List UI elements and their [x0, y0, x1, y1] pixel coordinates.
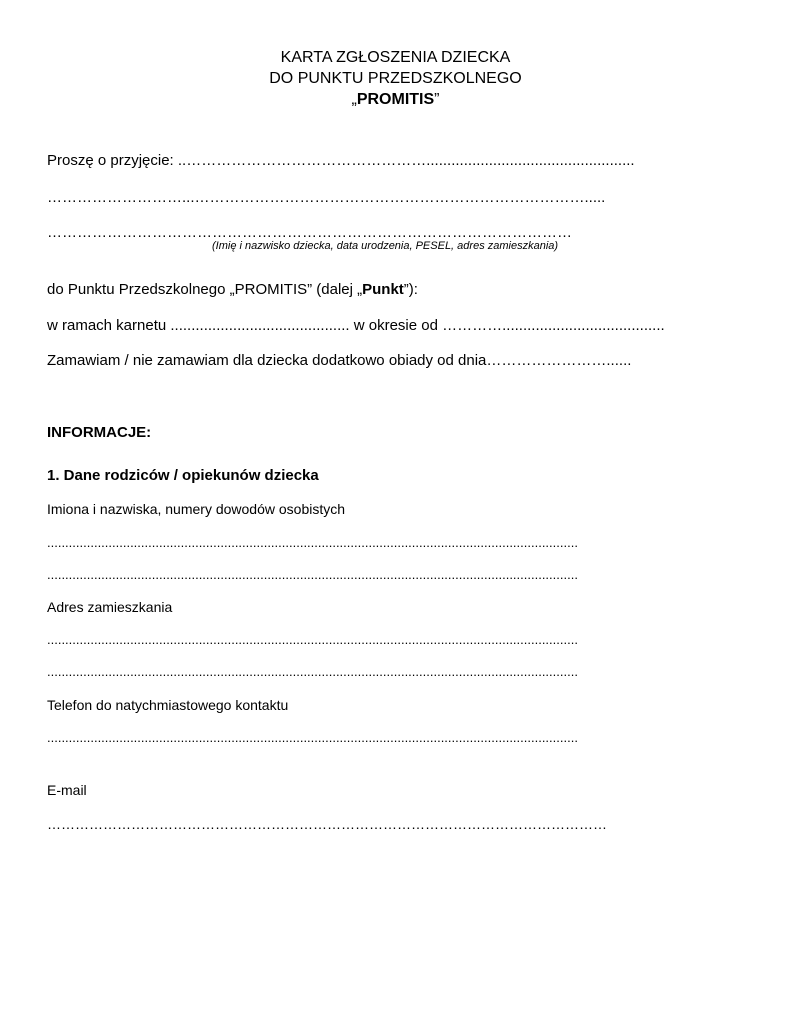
admission-label: Proszę o przyjęcie:: [47, 152, 174, 169]
email-label: E-mail: [47, 782, 87, 798]
punkt-line: [47, 281, 418, 298]
punkt-bold: Punkt: [362, 281, 404, 298]
section1-heading: 1. Dane rodziców / opiekunów dziecka: [47, 467, 319, 484]
names-label: Imiona i nazwiska, numery dowodów osobistych: [47, 501, 346, 517]
quote-close: ”: [434, 91, 440, 108]
address-label: Adres zamieszkania: [47, 599, 173, 615]
names-line-1: ...................................................................................................................................................: [47, 535, 578, 550]
admission-caption: (Imię i nazwisko dziecka, data urodzenia, PESEL, adres zamieszkania): [212, 240, 559, 252]
admission-fill-1: ..…………………………………………..................................................: [173, 152, 635, 169]
form-title-line2: DO PUNKTU PRZEDSZKOLNEGO: [269, 70, 522, 87]
form-title-line1: KARTA ZGŁOSZENIA DZIECKA: [280, 49, 511, 66]
info-heading: INFORMACJE:: [47, 424, 152, 441]
names-line-2: ...................................................................................................................................................: [47, 567, 578, 582]
admission-fill-2: ………………………...…………………………………………………………………….....: [47, 189, 606, 206]
institution-name: PROMITIS: [356, 91, 435, 108]
karnet-line: w ramach karnetu ........................................... w okresie od ………….......................................: [47, 317, 665, 334]
address-line-1: ...................................................................................................................................................: [47, 632, 578, 647]
address-line-2: ...................................................................................................................................................: [47, 664, 578, 679]
phone-line: ...................................................................................................................................................: [47, 730, 578, 745]
punkt-prefix: do Punktu Przedszkolnego „PROMITIS” (dalej „: [47, 281, 363, 298]
admission-fill-3: ……………………………………………………………………………………………: [47, 224, 572, 241]
phone-label: Telefon do natychmiastowego kontaktu: [47, 697, 289, 713]
punkt-suffix: ”):: [403, 281, 418, 298]
form-title-name: [0, 91, 791, 109]
admission-line-1: [47, 152, 635, 169]
quote-open: „: [351, 91, 357, 108]
obiady-line: Zamawiam / nie zamawiam dla dziecka dodatkowo obiady od dnia……………………......: [47, 352, 632, 369]
email-line: …………………………………………………………………………………………………………: [47, 816, 607, 832]
